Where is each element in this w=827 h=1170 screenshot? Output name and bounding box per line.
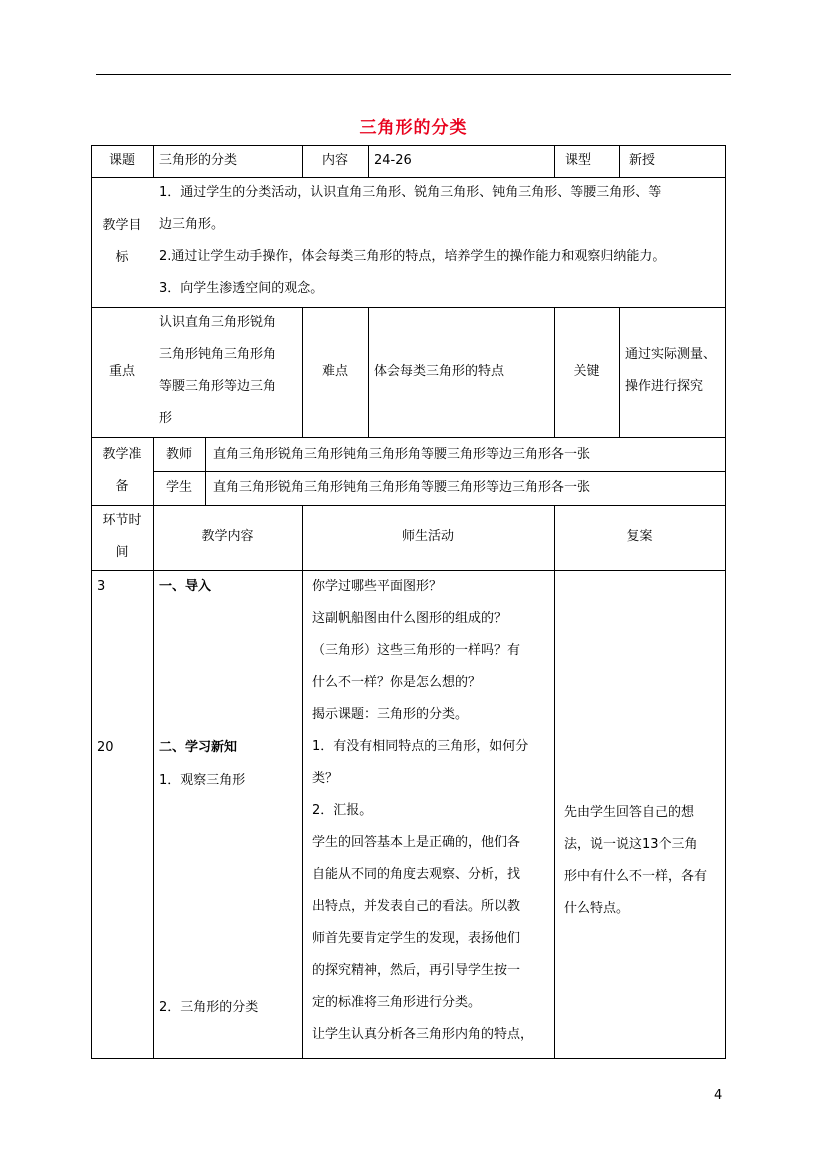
student-materials: 直角三角形锐角三角形钝角三角形角等腰三角形等边三角形各一张 <box>213 480 591 495</box>
review-header: 复案 <box>626 529 653 544</box>
lesson-value: 三角形的分类 <box>159 153 238 168</box>
student-label: 学生 <box>165 480 192 495</box>
crux-label: 关键 <box>573 364 600 379</box>
document-title: 三角形的分类 <box>359 118 468 138</box>
header-rule <box>96 74 731 75</box>
type-value: 新授 <box>629 153 656 168</box>
sub-observe: 1．观察三角形 <box>159 773 246 788</box>
time-new-knowledge: 20 <box>97 740 114 755</box>
difficulty-label: 难点 <box>321 364 348 379</box>
activity-text: 你学过哪些平面图形？ 这副帆船图由什么图形的组成的？ （三角形）这些三角形的一样吗？有 什么不一样？你是怎么想的？ 揭示课题：三角形的分类。 1．有没有相同特点的三角形，如何分 类？ 2．汇报。 学生的回答基本上是正确的，他们各 自能从不同的角度去观察、分析，找 出特点，并发表自己的看法。所以教 师首先要肯定学生的发现，表扬他们 的探究精神，然后，再引导学生按一 定的标准将三角形进行分类。 让学生认真分析各三角形内角的特点， <box>312 579 534 1042</box>
sub-classify: 2．三角形的分类 <box>159 1000 259 1015</box>
section-new-knowledge: 二、学习新知 <box>159 740 238 755</box>
crux-text: 通过实际测量、 操作进行探究 <box>625 347 717 394</box>
objectives-label: 教学目 标 <box>102 218 142 265</box>
preparation-label: 教学准 备 <box>102 447 142 494</box>
time-header: 环节时 间 <box>102 513 142 560</box>
teacher-materials: 直角三角形锐角三角形钝角三角形角等腰三角形等边三角形各一张 <box>213 447 591 462</box>
time-intro: 3 <box>97 579 106 594</box>
objectives-text: 1．通过学生的分类活动，认识直角三角形、锐角三角形、钝角三角形、等腰三角形、等 边三角形。 2.通过让学生动手操作，体会每类三角形的特点，培养学生的操作能力和观察归纳能力。 3．向学生渗透空间的观念。 <box>159 185 666 296</box>
activity-header: 师生活动 <box>401 529 454 544</box>
teacher-label: 教师 <box>165 447 192 462</box>
lesson-label: 课题 <box>108 153 135 168</box>
key-point-label: 重点 <box>108 364 135 379</box>
section-intro: 一、导入 <box>159 579 212 594</box>
difficulty-value: 体会每类三角形的特点 <box>374 364 505 379</box>
key-point-text: 认识直角三角形锐角 三角形钝角三角形角 等腰三角形等边三角 形 <box>159 315 277 426</box>
content-label: 内容 <box>321 153 348 168</box>
review-text: 先由学生回答自己的想 法，说一说这13个三角 形中有什么不一样，各有 什么特点。 <box>564 805 708 916</box>
content-value: 24-26 <box>374 153 412 168</box>
type-label: 课型 <box>565 153 592 168</box>
content-header: 教学内容 <box>201 529 254 544</box>
page-number: 4 <box>714 1088 723 1103</box>
